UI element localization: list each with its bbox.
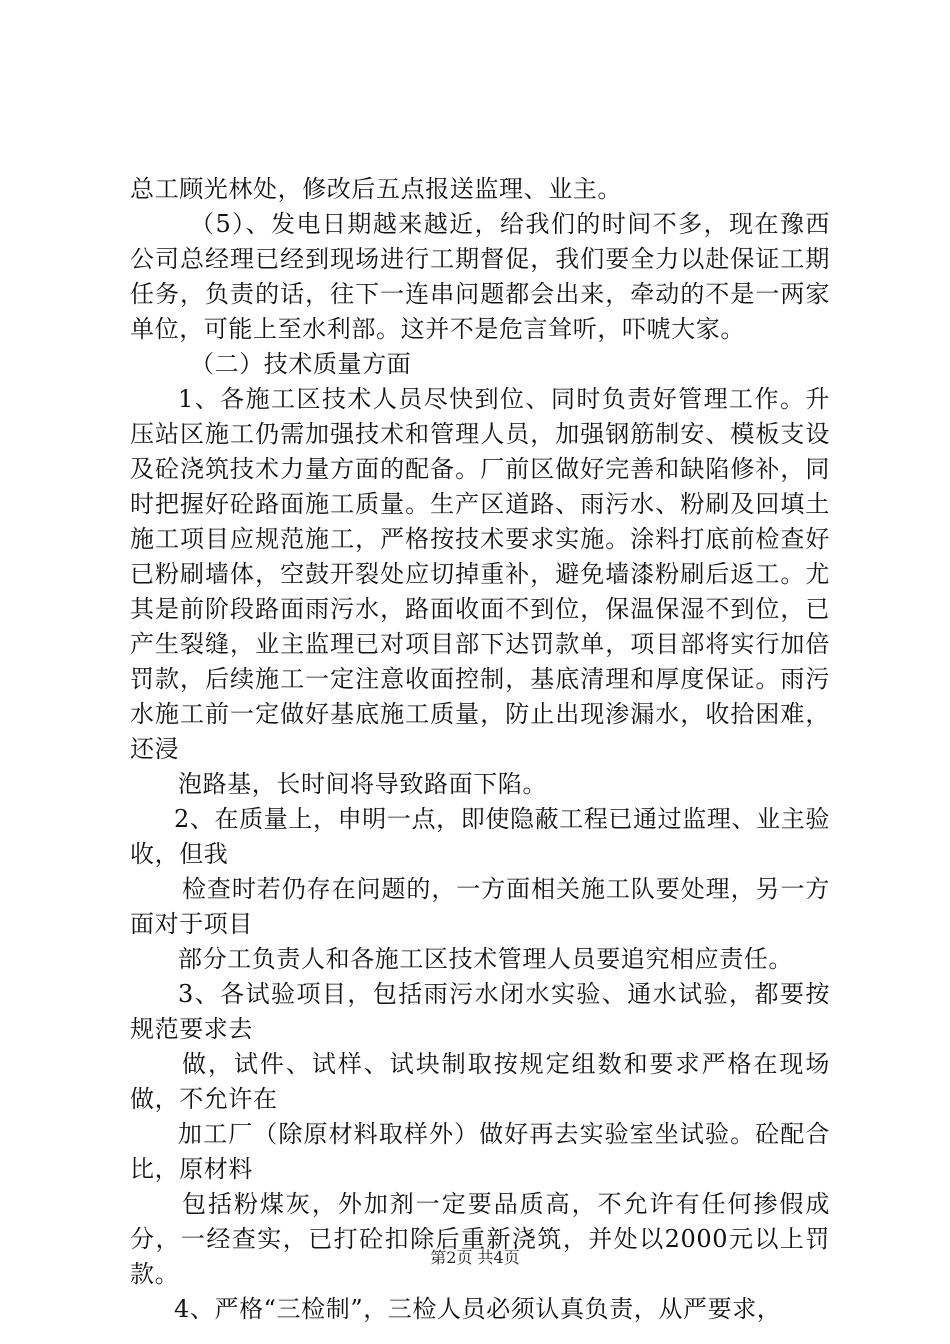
- document-body: [130, 172, 830, 1327]
- paragraph: 1、各施工区技术人员尽快到位、同时负责好管理工作。升压站区施工仍需加强技术和管理人员，加强钢筋制安、模板支设及砼浇筑技术力量方面的配备。厂前区做好完善和缺陷修补，同时把握好砼路面施工质量。生产区道路、雨污水、粉刷及回填土施工项目应规范施工，严格按技术要求实施。涂料打底前检查好已粉刷墙体，空鼓开裂处应切掉重补，避免墙漆粉刷后返工。尤其是前阶段路面雨污水，路面收面不到位，保温保湿不到位，已产生裂缝，业主监理已对项目部下达罚款单，项目部将实行加倍罚款，后续施工一定注意收面控制，基底清理和厚度保证。雨污水施工前一定做好基底施工质量，防止出现渗漏水，收拾困难，还浸: [130, 385, 830, 763]
- paragraph: 3、各试验项目，包括雨污水闭水实验、通水试验，都要按规范要求去: [130, 980, 830, 1043]
- paragraph: 总工顾光林处，修改后五点报送监理、业主。: [130, 175, 622, 203]
- paragraph: 加工厂（除原材料取样外）做好再去实验室坐试验。砼配合比，原材料: [130, 1120, 830, 1183]
- paragraph: 4、严格“三检制”，三检人员必须认真负责，从严要求，: [174, 1295, 782, 1323]
- paragraph: 2、在质量上，申明一点，即使隐蔽工程已通过监理、业主验收，但我: [130, 805, 830, 868]
- paragraph: （5）、发电日期越来越近，给我们的时间不多，现在豫西公司总经理已经到现场进行工期督促，我们要全力以赴保证工期任务，负责的话，往下一连串问题都会出来，牵动的不是一两家单位，可能上至水利部。这并不是危言耸听，吓唬大家。: [130, 210, 830, 343]
- paragraph: 部分工负责人和各施工区技术管理人员要追究相应责任。: [178, 945, 793, 973]
- paragraph: （二）技术质量方面: [190, 350, 412, 378]
- page-footer: 第2页 共4页: [430, 1248, 520, 1267]
- paragraph: 检查时若仍存在问题的，一方面相关施工队要处理，另一方面对于项目: [130, 875, 830, 938]
- paragraph: 泡路基，长时间将导致路面下陷。: [178, 770, 547, 798]
- paragraph: 包括粉煤灰，外加剂一定要品质高，不允许有任何掺假成分，一经查实，已打砼扣除后重新浇筑，并处以2000元以上罚款。: [130, 1190, 830, 1288]
- paragraph: 做，试件、试样、试块制取按规定组数和要求严格在现场做，不允许在: [130, 1050, 830, 1113]
